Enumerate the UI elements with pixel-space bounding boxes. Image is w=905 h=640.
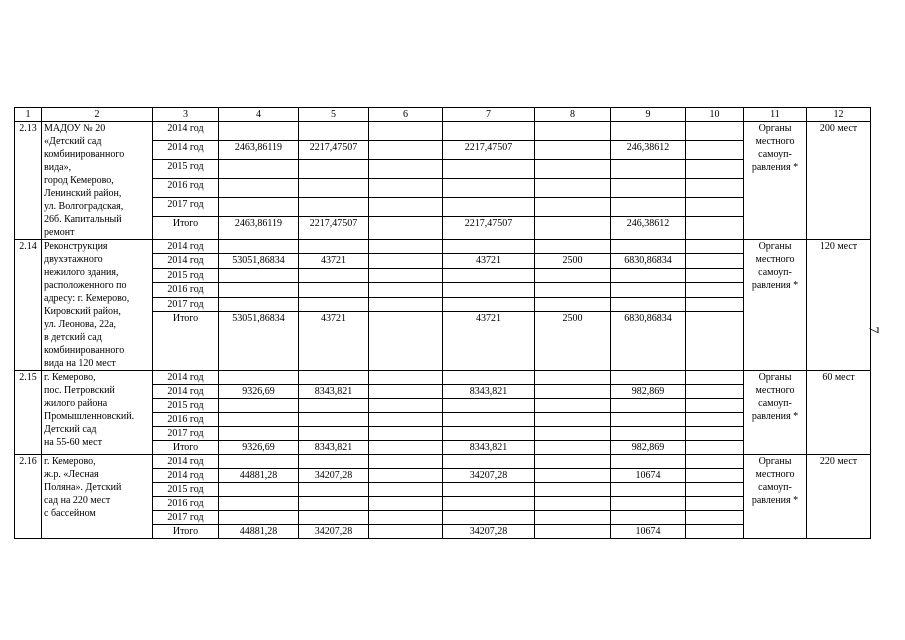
table-row (15, 371, 871, 385)
object-description: г. Кемерово, ж.р. «Лесная Поляна». Детский сад на 220 мест с бассейном (42, 455, 153, 539)
amount-cell (535, 469, 611, 483)
year-cell: 2014 год (153, 240, 219, 254)
amount-cell (299, 240, 369, 254)
amount-cell: 246,38612 (611, 140, 686, 159)
amount-cell (369, 254, 443, 268)
amount-cell (369, 427, 443, 441)
amount-cell (611, 413, 686, 427)
amount-cell (369, 216, 443, 239)
amount-cell (219, 483, 299, 497)
amount-cell (611, 159, 686, 178)
amount-cell (535, 413, 611, 427)
amount-cell (369, 511, 443, 525)
amount-cell: 9326,69 (219, 385, 299, 399)
year-cell: 2016 год (153, 283, 219, 297)
amount-cell (443, 197, 535, 216)
amount-cell (686, 140, 744, 159)
page-number: 7 (865, 326, 881, 334)
amount-cell (219, 122, 299, 141)
amount-cell: 34207,28 (299, 469, 369, 483)
amount-cell: 2500 (535, 312, 611, 371)
amount-cell (299, 427, 369, 441)
header-cell: 2 (42, 108, 153, 122)
amount-cell: 8343,821 (443, 385, 535, 399)
header-cell: 5 (299, 108, 369, 122)
responsible-org: Органы местного самоуп- равления * (744, 240, 807, 371)
amount-cell (369, 525, 443, 539)
amount-cell (369, 312, 443, 371)
amount-cell (686, 122, 744, 141)
header-cell: 3 (153, 108, 219, 122)
table-body (15, 108, 871, 539)
amount-cell (443, 399, 535, 413)
amount-cell (686, 216, 744, 239)
amount-cell (611, 122, 686, 141)
year-cell: 2016 год (153, 178, 219, 197)
item-number: 2.13 (15, 122, 42, 240)
amount-cell (443, 240, 535, 254)
amount-cell (535, 216, 611, 239)
amount-cell: 2500 (535, 254, 611, 268)
amount-cell (611, 268, 686, 282)
year-cell: 2017 год (153, 427, 219, 441)
amount-cell (299, 399, 369, 413)
amount-cell: 6830,86834 (611, 312, 686, 371)
amount-cell (299, 511, 369, 525)
amount-cell: 53051,86834 (219, 254, 299, 268)
amount-cell (611, 297, 686, 311)
amount-cell (535, 497, 611, 511)
amount-cell (219, 283, 299, 297)
amount-cell (369, 441, 443, 455)
amount-cell (299, 371, 369, 385)
amount-cell (369, 371, 443, 385)
amount-cell (686, 254, 744, 268)
amount-cell: 2217,47507 (299, 216, 369, 239)
amount-cell (611, 371, 686, 385)
amount-cell (443, 371, 535, 385)
amount-cell (535, 197, 611, 216)
year-cell: 2017 год (153, 511, 219, 525)
amount-cell (369, 159, 443, 178)
capacity: 220 мест (807, 455, 871, 539)
amount-cell (686, 455, 744, 469)
amount-cell (535, 371, 611, 385)
year-cell: 2014 год (153, 371, 219, 385)
amount-cell (369, 240, 443, 254)
amount-cell (535, 441, 611, 455)
amount-cell (443, 283, 535, 297)
amount-cell (535, 385, 611, 399)
year-cell: Итого (153, 216, 219, 239)
amount-cell: 9326,69 (219, 441, 299, 455)
amount-cell (443, 455, 535, 469)
responsible-org: Органы местного самоуп- равления * (744, 122, 807, 240)
amount-cell (443, 178, 535, 197)
amount-cell (686, 312, 744, 371)
amount-cell (443, 511, 535, 525)
year-cell: 2014 год (153, 385, 219, 399)
year-cell: 2015 год (153, 483, 219, 497)
item-number: 2.14 (15, 240, 42, 371)
object-description: г. Кемерово, пос. Петровский жилого района Промышленновский. Детский сад на 55-60 мест (42, 371, 153, 455)
amount-cell (219, 159, 299, 178)
amount-cell (686, 268, 744, 282)
amount-cell (535, 268, 611, 282)
amount-cell (369, 122, 443, 141)
amount-cell (686, 159, 744, 178)
item-number: 2.15 (15, 371, 42, 455)
amount-cell: 34207,28 (443, 469, 535, 483)
amount-cell: 2463,86119 (219, 140, 299, 159)
amount-cell (535, 159, 611, 178)
year-cell: Итого (153, 525, 219, 539)
amount-cell (219, 240, 299, 254)
amount-cell (686, 283, 744, 297)
year-cell: 2014 год (153, 455, 219, 469)
amount-cell: 43721 (443, 254, 535, 268)
amount-cell: 43721 (443, 312, 535, 371)
amount-cell: 2463,86119 (219, 216, 299, 239)
amount-cell (299, 268, 369, 282)
capacity: 200 мест (807, 122, 871, 240)
amount-cell (535, 525, 611, 539)
amount-cell (535, 283, 611, 297)
year-cell: 2015 год (153, 399, 219, 413)
amount-cell (299, 413, 369, 427)
table-row (15, 122, 871, 141)
amount-cell (369, 483, 443, 497)
amount-cell (535, 122, 611, 141)
year-cell: 2015 год (153, 159, 219, 178)
amount-cell (299, 178, 369, 197)
amount-cell (299, 455, 369, 469)
amount-cell: 8343,821 (443, 441, 535, 455)
amount-cell (443, 483, 535, 497)
amount-cell: 2217,47507 (299, 140, 369, 159)
amount-cell (611, 497, 686, 511)
responsible-org: Органы местного самоуп- равления * (744, 455, 807, 539)
year-cell: Итого (153, 441, 219, 455)
header-cell: 10 (686, 108, 744, 122)
amount-cell (443, 497, 535, 511)
amount-cell: 43721 (299, 254, 369, 268)
amount-cell (443, 413, 535, 427)
amount-cell (535, 399, 611, 413)
amount-cell (219, 497, 299, 511)
year-cell: 2015 год (153, 268, 219, 282)
amount-cell (369, 455, 443, 469)
header-cell: 11 (744, 108, 807, 122)
amount-cell (219, 427, 299, 441)
year-cell: 2014 год (153, 140, 219, 159)
year-cell: 2016 год (153, 497, 219, 511)
amount-cell (686, 413, 744, 427)
amount-cell (299, 122, 369, 141)
amount-cell (611, 240, 686, 254)
amount-cell (686, 525, 744, 539)
amount-cell (369, 413, 443, 427)
amount-cell: 10674 (611, 469, 686, 483)
responsible-org: Органы местного самоуп- равления * (744, 371, 807, 455)
year-cell: Итого (153, 312, 219, 371)
amount-cell (686, 371, 744, 385)
amount-cell (369, 469, 443, 483)
amount-cell (686, 469, 744, 483)
amount-cell: 44881,28 (219, 469, 299, 483)
amount-cell (219, 399, 299, 413)
object-description: Реконструкция двухэтажного нежилого здания, расположенного по адресу: г. Кемерово, Кировский район, ул. Леонова, 22а, в детский сад комбинированного вида на 120 мест (42, 240, 153, 371)
header-cell: 8 (535, 108, 611, 122)
amount-cell (443, 268, 535, 282)
header-cell: 6 (369, 108, 443, 122)
amount-cell (443, 427, 535, 441)
year-cell: 2017 год (153, 197, 219, 216)
amount-cell (535, 240, 611, 254)
amount-cell: 982,869 (611, 385, 686, 399)
amount-cell (369, 385, 443, 399)
amount-cell (535, 140, 611, 159)
amount-cell (369, 268, 443, 282)
amount-cell (686, 178, 744, 197)
amount-cell (535, 427, 611, 441)
amount-cell (611, 427, 686, 441)
amount-cell: 6830,86834 (611, 254, 686, 268)
amount-cell (686, 441, 744, 455)
amount-cell (369, 140, 443, 159)
year-cell: 2014 год (153, 122, 219, 141)
amount-cell (686, 483, 744, 497)
amount-cell: 53051,86834 (219, 312, 299, 371)
amount-cell: 44881,28 (219, 525, 299, 539)
budget-table (14, 107, 871, 539)
amount-cell (686, 240, 744, 254)
amount-cell (686, 385, 744, 399)
amount-cell (686, 399, 744, 413)
year-cell: 2017 год (153, 297, 219, 311)
amount-cell (369, 197, 443, 216)
header-cell: 9 (611, 108, 686, 122)
header-cell: 12 (807, 108, 871, 122)
amount-cell (219, 178, 299, 197)
amount-cell (611, 178, 686, 197)
amount-cell (535, 483, 611, 497)
year-cell: 2016 год (153, 413, 219, 427)
year-cell: 2014 год (153, 469, 219, 483)
amount-cell (535, 511, 611, 525)
amount-cell: 246,38612 (611, 216, 686, 239)
amount-cell (219, 511, 299, 525)
amount-cell (369, 297, 443, 311)
header-cell: 1 (15, 108, 42, 122)
amount-cell (611, 283, 686, 297)
amount-cell (443, 159, 535, 178)
amount-cell (299, 197, 369, 216)
amount-cell (535, 455, 611, 469)
amount-cell (611, 483, 686, 497)
amount-cell (299, 297, 369, 311)
amount-cell (686, 497, 744, 511)
amount-cell (219, 371, 299, 385)
item-number: 2.16 (15, 455, 42, 539)
amount-cell: 10674 (611, 525, 686, 539)
amount-cell (443, 122, 535, 141)
amount-cell (369, 178, 443, 197)
object-description: МАДОУ № 20 «Детский сад комбинированного вида», город Кемерово, Ленинский район, ул. Волгоградская, 26б. Капитальный ремонт (42, 122, 153, 240)
amount-cell: 2217,47507 (443, 216, 535, 239)
amount-cell (611, 511, 686, 525)
amount-cell (369, 283, 443, 297)
amount-cell (219, 413, 299, 427)
amount-cell (611, 197, 686, 216)
amount-cell (686, 297, 744, 311)
amount-cell (535, 178, 611, 197)
header-cell: 7 (443, 108, 535, 122)
table-row (15, 455, 871, 469)
amount-cell (686, 197, 744, 216)
amount-cell: 2217,47507 (443, 140, 535, 159)
amount-cell (686, 511, 744, 525)
capacity: 120 мест (807, 240, 871, 371)
amount-cell (219, 297, 299, 311)
table-row (15, 240, 871, 254)
amount-cell (299, 483, 369, 497)
amount-cell: 34207,28 (443, 525, 535, 539)
amount-cell (369, 497, 443, 511)
amount-cell (219, 268, 299, 282)
amount-cell (443, 297, 535, 311)
amount-cell (369, 399, 443, 413)
amount-cell: 43721 (299, 312, 369, 371)
amount-cell (299, 159, 369, 178)
year-cell: 2014 год (153, 254, 219, 268)
amount-cell (299, 497, 369, 511)
amount-cell (611, 455, 686, 469)
header-cell: 4 (219, 108, 299, 122)
amount-cell (535, 297, 611, 311)
amount-cell: 982,869 (611, 441, 686, 455)
amount-cell (219, 197, 299, 216)
amount-cell: 8343,821 (299, 441, 369, 455)
amount-cell (299, 283, 369, 297)
amount-cell (219, 455, 299, 469)
amount-cell: 8343,821 (299, 385, 369, 399)
amount-cell (611, 399, 686, 413)
header-row (15, 108, 871, 122)
capacity: 60 мест (807, 371, 871, 455)
amount-cell: 34207,28 (299, 525, 369, 539)
amount-cell (686, 427, 744, 441)
